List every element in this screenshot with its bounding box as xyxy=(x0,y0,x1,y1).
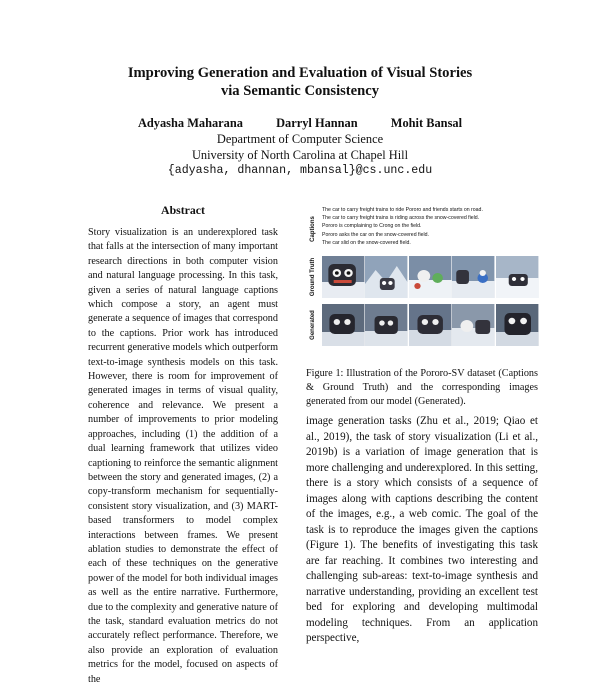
figure-caption: Figure 1: Illustration of the Pororo-SV dataset (Captions & Ground Truth) and the corresponding images generated from our model (Generated). xyxy=(306,368,538,407)
title-line-2: via Semantic Consistency xyxy=(220,83,380,99)
department: Department of Computer Science xyxy=(216,132,384,146)
figure-caption-line: The car to carry freight trains is riding across the snow-covered field. xyxy=(322,215,480,222)
row-label-captions: Captions xyxy=(310,216,317,242)
abstract-text: Story visualization is an underexplored task that falls at the intersection of many important research directions in both computer vision and natural language processing. In this task, given a series of natural language captions which compose a story, an agent must generate a sequence of images that correspond to the captions. Prior work has introduced recurrent generative models which outperform text-to-image synthesis models on this task. However, there is room for improvement of generated images in terms of visual quality, coherence and relevance. We present a number of improvements to prior modeling approaches, including (1) the addition of a dual learning framework that utilizes video captioning to reinforce the semantic alignment between the story and generated images, (2) a copy-transform mechanism for sequentially-consistent story visualization, and (3) MART-based transformers to model complex interactions between frames. We present ablation studies to demonstrate the effect of each of these techniques on the generative power of the model for both individual images as well as the entire narrative. Furthermore, due to the complexity and generative nature of the task, standard evaluation metrics do not accurately reflect performance. Therefore, we also provide an exploration of evaluation metrics for the model, focused on aspects of the xyxy=(88,227,278,685)
ground-truth-strip xyxy=(322,256,538,298)
author-email: {adyasha, dhannan, mbansal}@cs.unc.edu xyxy=(167,164,433,177)
row-label-ground-truth: Ground Truth xyxy=(310,257,317,297)
ground-truth-frame xyxy=(496,256,538,298)
author-1: Adyasha Maharana xyxy=(137,116,243,130)
author-3: Mohit Bansal xyxy=(390,116,463,130)
figure-caption-line: The car slid on the snow-covered field. xyxy=(322,239,411,246)
ground-truth-frame xyxy=(322,256,364,298)
generated-frame xyxy=(452,304,494,346)
generated-frame xyxy=(322,304,364,346)
title-line-1: Improving Generation and Evaluation of Visual Stories xyxy=(127,65,473,81)
generated-frame xyxy=(496,304,538,346)
university: University of North Carolina at Chapel Hill xyxy=(191,148,409,162)
abstract-heading: Abstract xyxy=(161,203,205,217)
generated-frame xyxy=(409,304,451,346)
paper-title xyxy=(40,64,560,100)
figure-caption-line: Pororo is complaining to Crong on the field. xyxy=(322,223,422,230)
generated-strip xyxy=(322,304,538,346)
generated-frame xyxy=(365,304,407,346)
figure-caption-line: The car to carry freight trains to ride Pororo and friends starts on road. xyxy=(322,207,483,213)
author-names xyxy=(0,115,600,131)
ground-truth-frame xyxy=(409,256,451,298)
figure-1 xyxy=(306,204,538,356)
row-label-generated: Generated xyxy=(310,310,316,340)
author-block xyxy=(0,115,600,179)
intro-text: image generation tasks (Zhu et al., 2019; Qiao et al., 2019), the task of story visualization (Li et al., 2019b) is a variation of image generation that is more challenging and underexplored. In this setting, there is a story which consists of a sequence of images along with captions describing the content of the images, e.g., a web comic. The goal of the task is to reproduce the images given the captions (Figure 1). The benefits of investigating this task are far reaching. It combines two interesting and challenging sub-areas: text-to-image synthesis and narrative understanding, providing an excellent test bed for exploring and developing multimodal modeling techniques. From an application perspective, xyxy=(306,415,538,644)
ground-truth-frame xyxy=(365,256,407,298)
figure-captions xyxy=(322,206,538,247)
ground-truth-frame xyxy=(452,256,494,298)
author-2: Darryl Hannan xyxy=(276,116,358,130)
figure-caption-line: Pororo asks the car on the snow-covered field. xyxy=(322,231,429,238)
